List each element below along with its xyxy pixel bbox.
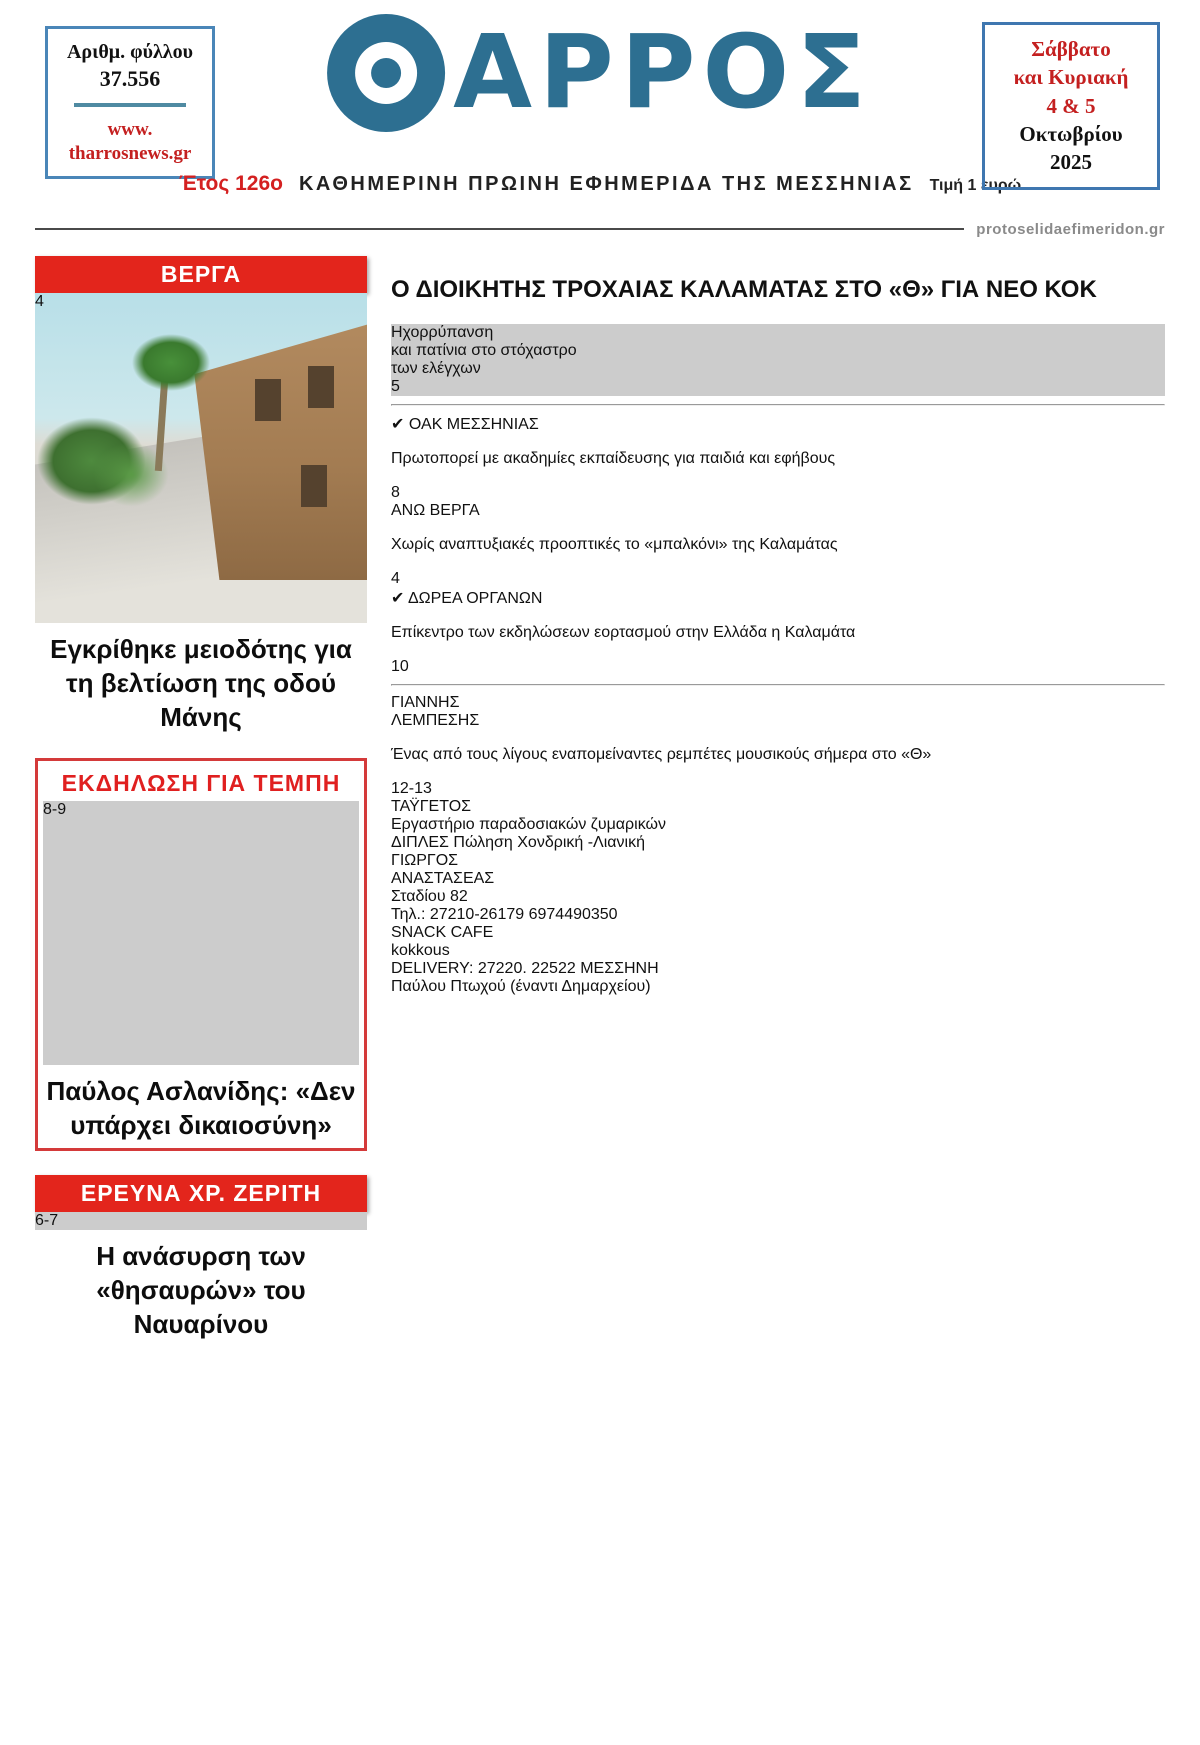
date-line: 4 & 5: [1046, 93, 1096, 118]
lead-headline: [391, 324, 1165, 378]
feature-badge-row: [391, 780, 1165, 798]
taygetos-product-bar: [391, 834, 1165, 852]
watermark-text: protoselidaefimeridon.gr: [964, 221, 1165, 238]
publication-year: Έτος 126ο: [178, 172, 283, 195]
kokkous-city: ΜΕΣΣΗΝΗ: [580, 959, 659, 977]
delivery-number: 22522: [531, 959, 576, 977]
taygetos-footer: [391, 852, 1165, 924]
headline-line2: και πατίνια στο στόχαστρο: [391, 341, 577, 359]
story-caption: Η ανάσυρση των «θησαυρών» του Ναυαρίνου: [96, 1240, 306, 1339]
page-badge: 10: [391, 657, 409, 675]
navarino-painting-photo: [35, 1212, 367, 1230]
date-line: Σάββατο: [1031, 37, 1111, 61]
taygetos-phone: Τηλ.: 27210-26179 6974490350: [391, 905, 618, 923]
website-url: [52, 118, 208, 166]
masthead: [0, 0, 1200, 228]
date-line: 2025: [1050, 150, 1092, 175]
section-banner: ΒΕΡΓΑ: [35, 256, 367, 293]
story-verga: [35, 256, 367, 734]
taygetos-logo: ΤΑΫΓΕΤΟΣ: [391, 797, 472, 815]
kokkous-address: Παύλου Πτωχού (έναντι Δημαρχείου): [391, 977, 651, 995]
taygetos-address: Σταδίου 82: [391, 887, 468, 905]
page-badge: 8-9: [43, 801, 67, 819]
left-column: [35, 256, 367, 1365]
feature-title-line1: ΓΙΑΝΝΗΣ: [391, 693, 460, 711]
page-badge: 12-13: [391, 779, 432, 797]
kokkous-ad: [391, 924, 1165, 996]
owner-name: ΓΙΩΡΓΟΣ ΑΝΑΣΤΑΣΕΑΣ: [391, 851, 495, 887]
feature-title-line2: ΛΕΜΠΕΣΗΣ: [391, 711, 480, 729]
teaser-text: Επίκεντρο των εκδηλώσεων εορτασμού στην Ελλάδα η Καλαμάτα: [391, 623, 856, 641]
page-badge: 4: [391, 569, 400, 587]
headline-line3: των ελέγχων: [391, 359, 481, 377]
product-name: ΔΙΠΛΕΣ: [391, 833, 449, 851]
lead-kicker: Ο ΔΙΟΙΚΗΤΗΣ ΤΡΟΧΑΙΑΣ ΚΑΛΑΜΑΤΑΣ ΣΤΟ «Θ» ΓΙΑ ΝΕΟ ΚΟΚ: [391, 275, 1097, 303]
teaser-row: [391, 414, 1165, 676]
taygetos-header: [391, 798, 1165, 834]
teaser-ano-verga: [391, 502, 1165, 588]
teaser-text: Πρωτοπορεί με ακαδημίες εκπαίδευσης για παιδιά και εφήβους: [391, 449, 836, 467]
lead-photo: [391, 324, 1165, 396]
teaser-dorea-organon: [391, 588, 1165, 676]
right-column: [391, 256, 1165, 1365]
taygetos-ad: [391, 798, 1165, 924]
divider: [391, 684, 1165, 686]
date-line: Οκτωβρίου: [1019, 122, 1123, 147]
story-zeriti: [35, 1175, 367, 1341]
teaser-title-text: ΟΑΚ ΜΕΣΣΗΝΙΑΣ: [408, 415, 539, 433]
theta-bullseye-icon: [327, 14, 445, 132]
check-icon: ✔: [391, 415, 405, 433]
page-badge: 8: [391, 483, 400, 501]
story-tempi: [35, 758, 367, 1151]
tempi-event-photo: [43, 801, 359, 1065]
section-banner: ΕΡΕΥΝΑ ΧΡ. ΖΕΡΙΤΗ: [35, 1175, 367, 1212]
kokkous-logo: kokkous: [391, 941, 450, 959]
kokkous-category: SNACK CAFE: [391, 923, 494, 941]
date-box: [982, 22, 1160, 190]
feature-lempesis: [391, 694, 1165, 798]
website-line2: tharrosnews.gr: [68, 142, 192, 164]
logo-text: ΑΡΡΟΣ: [453, 13, 873, 132]
teaser-title-text: ΔΩΡΕΑ ΟΡΓΑΝΩΝ: [407, 589, 543, 607]
feature-text: [391, 694, 1165, 798]
teaser-text: Χωρίς αναπτυξιακές προοπτικές το «μπαλκόνι» της Καλαμάτας: [391, 535, 838, 553]
newspaper-logo: [327, 14, 873, 132]
headline-line1: Ηχορρύπανση: [391, 323, 494, 341]
teaser-oak-messinias: [391, 414, 1165, 502]
divider: [74, 103, 186, 107]
masthead-rule: [35, 221, 1165, 252]
issue-number-box: [45, 26, 215, 179]
ads-row: [391, 798, 1165, 996]
teaser-title: [391, 588, 1165, 608]
story-caption: Παύλος Ασλανίδης: «Δεν υπάρχει δικαιοσύνη»: [46, 1076, 356, 1141]
delivery-label: DELIVERY: 27220.: [391, 959, 527, 977]
teaser-title: [391, 414, 1165, 434]
taygetos-workshop-text: Εργαστήριο παραδοσιακών ζυμαρικών: [391, 815, 666, 833]
story-caption: Εγκρίθηκε μειοδότης για τη βελτίωση της οδού Μάνης: [50, 634, 352, 732]
page-badge: 4: [35, 293, 44, 310]
taygetos-contact: [391, 888, 1165, 924]
teaser-title: ΑΝΩ ΒΕΡΓΑ: [391, 501, 480, 519]
page-badge: 5: [391, 377, 400, 395]
newspaper-tagline: ΚΑΘΗΜΕΡΙΝΗ ΠΡΩΙΝΗ ΕΦΗΜΕΡΙΔΑ ΤΗΣ ΜΕΣΣΗΝΙΑΣ: [298, 173, 914, 195]
price-label: Τιμή 1 ευρώ: [929, 177, 1022, 194]
tagline-row: [179, 172, 1021, 196]
date-line: και Κυριακή: [1013, 65, 1129, 90]
page-badge: 6-7: [35, 1211, 59, 1229]
issue-number: 37.556: [99, 66, 161, 91]
front-page-content: [0, 252, 1200, 1385]
check-icon: ✔: [391, 589, 405, 607]
divider: [391, 404, 1165, 406]
verga-street-photo: [35, 293, 367, 623]
sale-type-text: Πώληση Χονδρική -Λιανική: [453, 833, 645, 851]
website-line1: www.: [107, 119, 153, 140]
feature-body: Ένας από τους λίγους εναπομείναντες ρεμπέτες μουσικούς σήμερα στο «Θ»: [391, 745, 932, 763]
section-banner: ΕΚΔΗΛΩΣΗ ΓΙΑ ΤΕΜΠΗ: [43, 766, 359, 801]
kokkous-delivery-line: [391, 960, 1165, 978]
feature-title: [391, 694, 1165, 730]
issue-label: Αριθμ. φύλλου: [66, 41, 193, 63]
